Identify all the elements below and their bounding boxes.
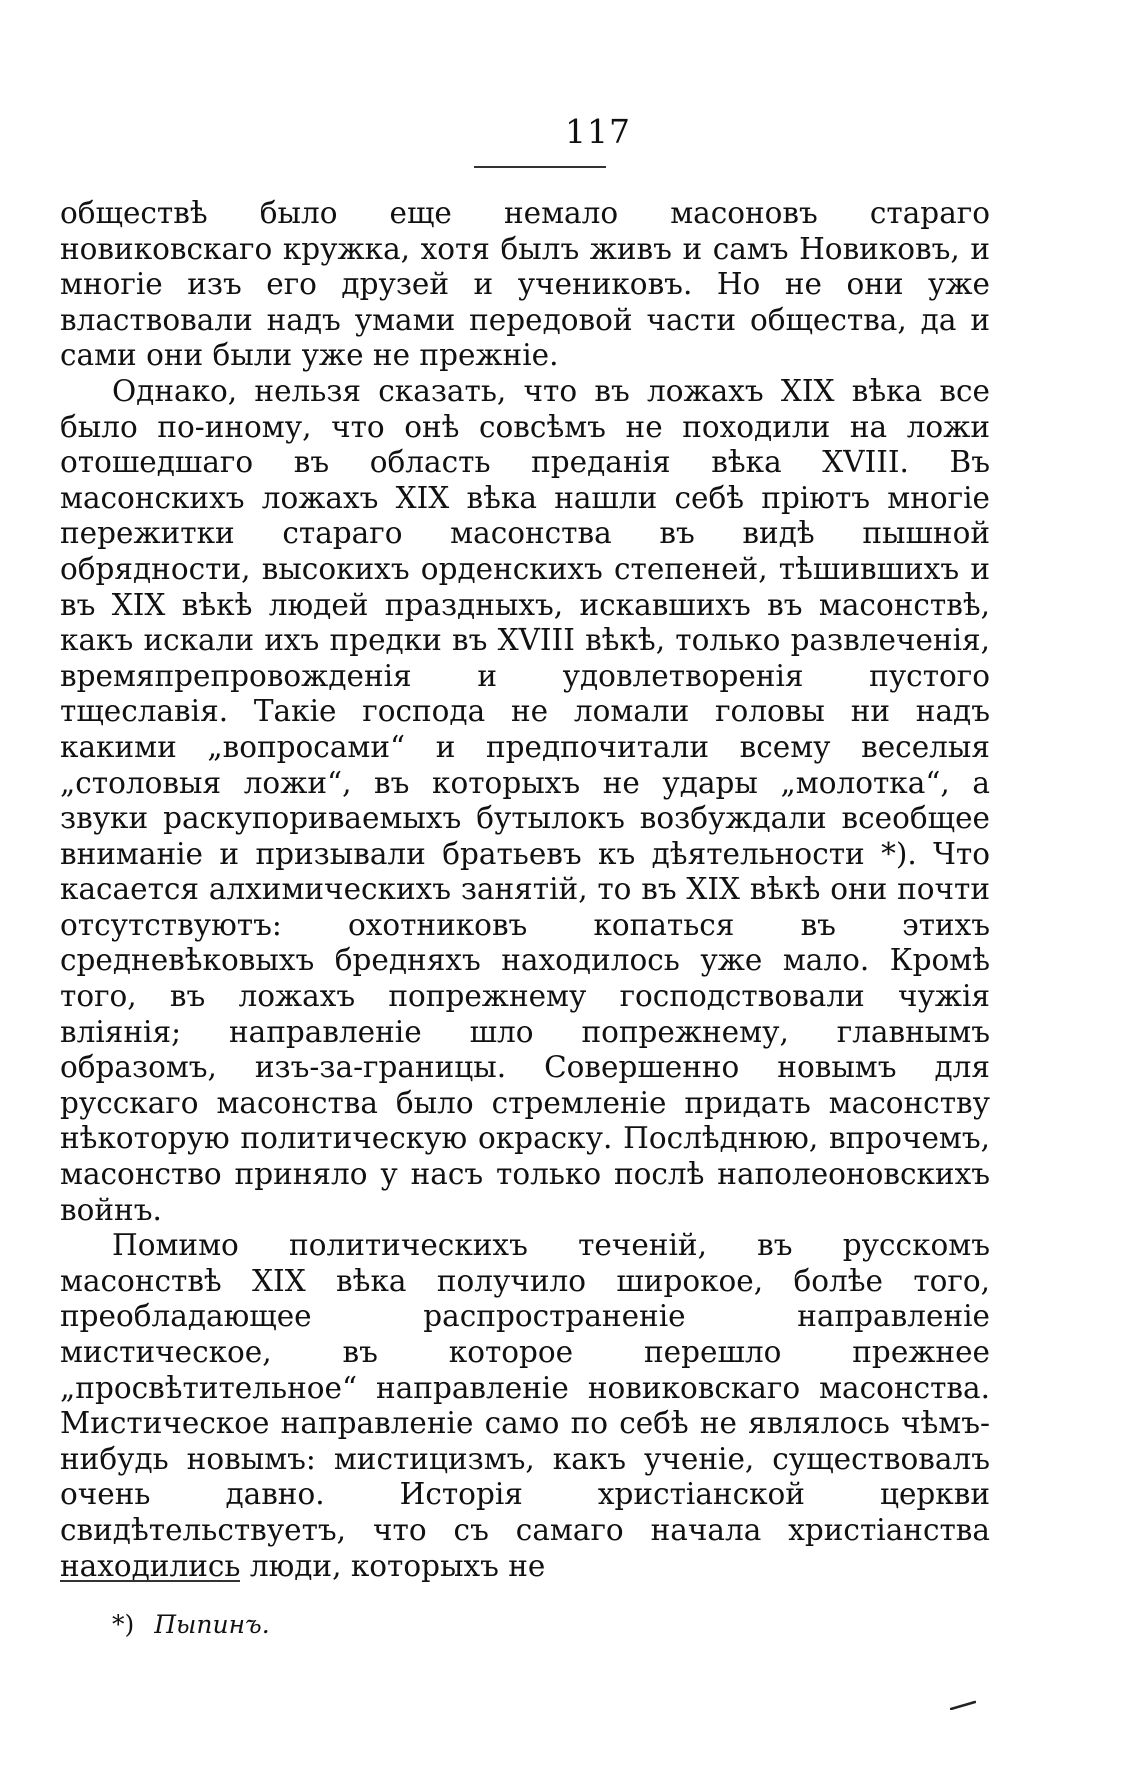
paragraph-1: обществѣ было еще немало масоновъ стараго новиковскаго кружка, хотя былъ живъ и самъ Новиковъ, и многіе изъ его друзей и учениковъ. Но не они уже властвовали надъ умами передовой части общества, да и сами они были уже не прежніе. — [60, 196, 990, 373]
header-rule — [474, 166, 606, 168]
footnote-rule — [60, 1580, 240, 1582]
paragraph-3: Помимо политическихъ теченій, въ русскомъ масонствѣ XIX вѣка получило широкое, болѣе того, преобладающее распространеніе направленіе мистическое, въ которое перешло прежнее „просвѣтительное“ направленіе новиковскаго масонства. Мистическое направленіе само по себѣ не являлось чѣмъ-нибудь новымъ: мистицизмъ, какъ ученіе, существовалъ очень давно. Исторія христіанской церкви свидѣтельствуетъ, что съ самаго начала христіанства находились люди, которыхъ не — [60, 1228, 990, 1583]
footnote — [112, 1610, 270, 1639]
body-text — [60, 196, 990, 1584]
ink-mark-icon — [950, 1700, 976, 1710]
footnote-text: Пыпинъ. — [154, 1610, 270, 1639]
page-number: 117 — [565, 112, 631, 151]
footnote-marker: *) — [112, 1610, 135, 1639]
paragraph-2: Однако, нельзя сказать, что въ ложахъ XIX вѣка все было по-иному, что онѣ совсѣмъ не походили на ложи отошедшаго въ область преданія вѣка XVIII. Въ масонскихъ ложахъ XIX вѣка нашли себѣ пріютъ многіе пережитки стараго масонства въ видѣ пышной обрядности, высокихъ орденскихъ степеней, тѣшившихъ и въ XIX вѣкѣ людей праздныхъ, искавшихъ въ масонствѣ, какъ искали ихъ предки въ XVIII вѣкѣ, только развлеченія, времяпрепровожденія и удовлетворенія пустого тщеславія. Такіе господа не ломали головы ни надъ какими „вопросами“ и предпочитали всему веселыя „столовыя ложи“, въ которыхъ не удары „молотка“, а звуки раскупориваемыхъ бутылокъ возбуждали всеобщее вниманіе и призывали братьевъ къ дѣятельности *). Что касается алхимическихъ занятій, то въ XIX вѣкѣ они почти отсутствуютъ: охотниковъ копаться въ этихъ средневѣковыхъ бредняхъ находилось уже мало. Кромѣ того, въ ложахъ попрежнему господствовали чужія вліянія; направленіе шло попрежнему, главнымъ образомъ, изъ-за-границы. Совершенно новымъ для русскаго масонства было стремленіе придать масонству нѣкоторую политическую окраску. Послѣднюю, впрочемъ, масонство приняло у насъ только послѣ наполеоновскихъ войнъ. — [60, 373, 990, 1227]
